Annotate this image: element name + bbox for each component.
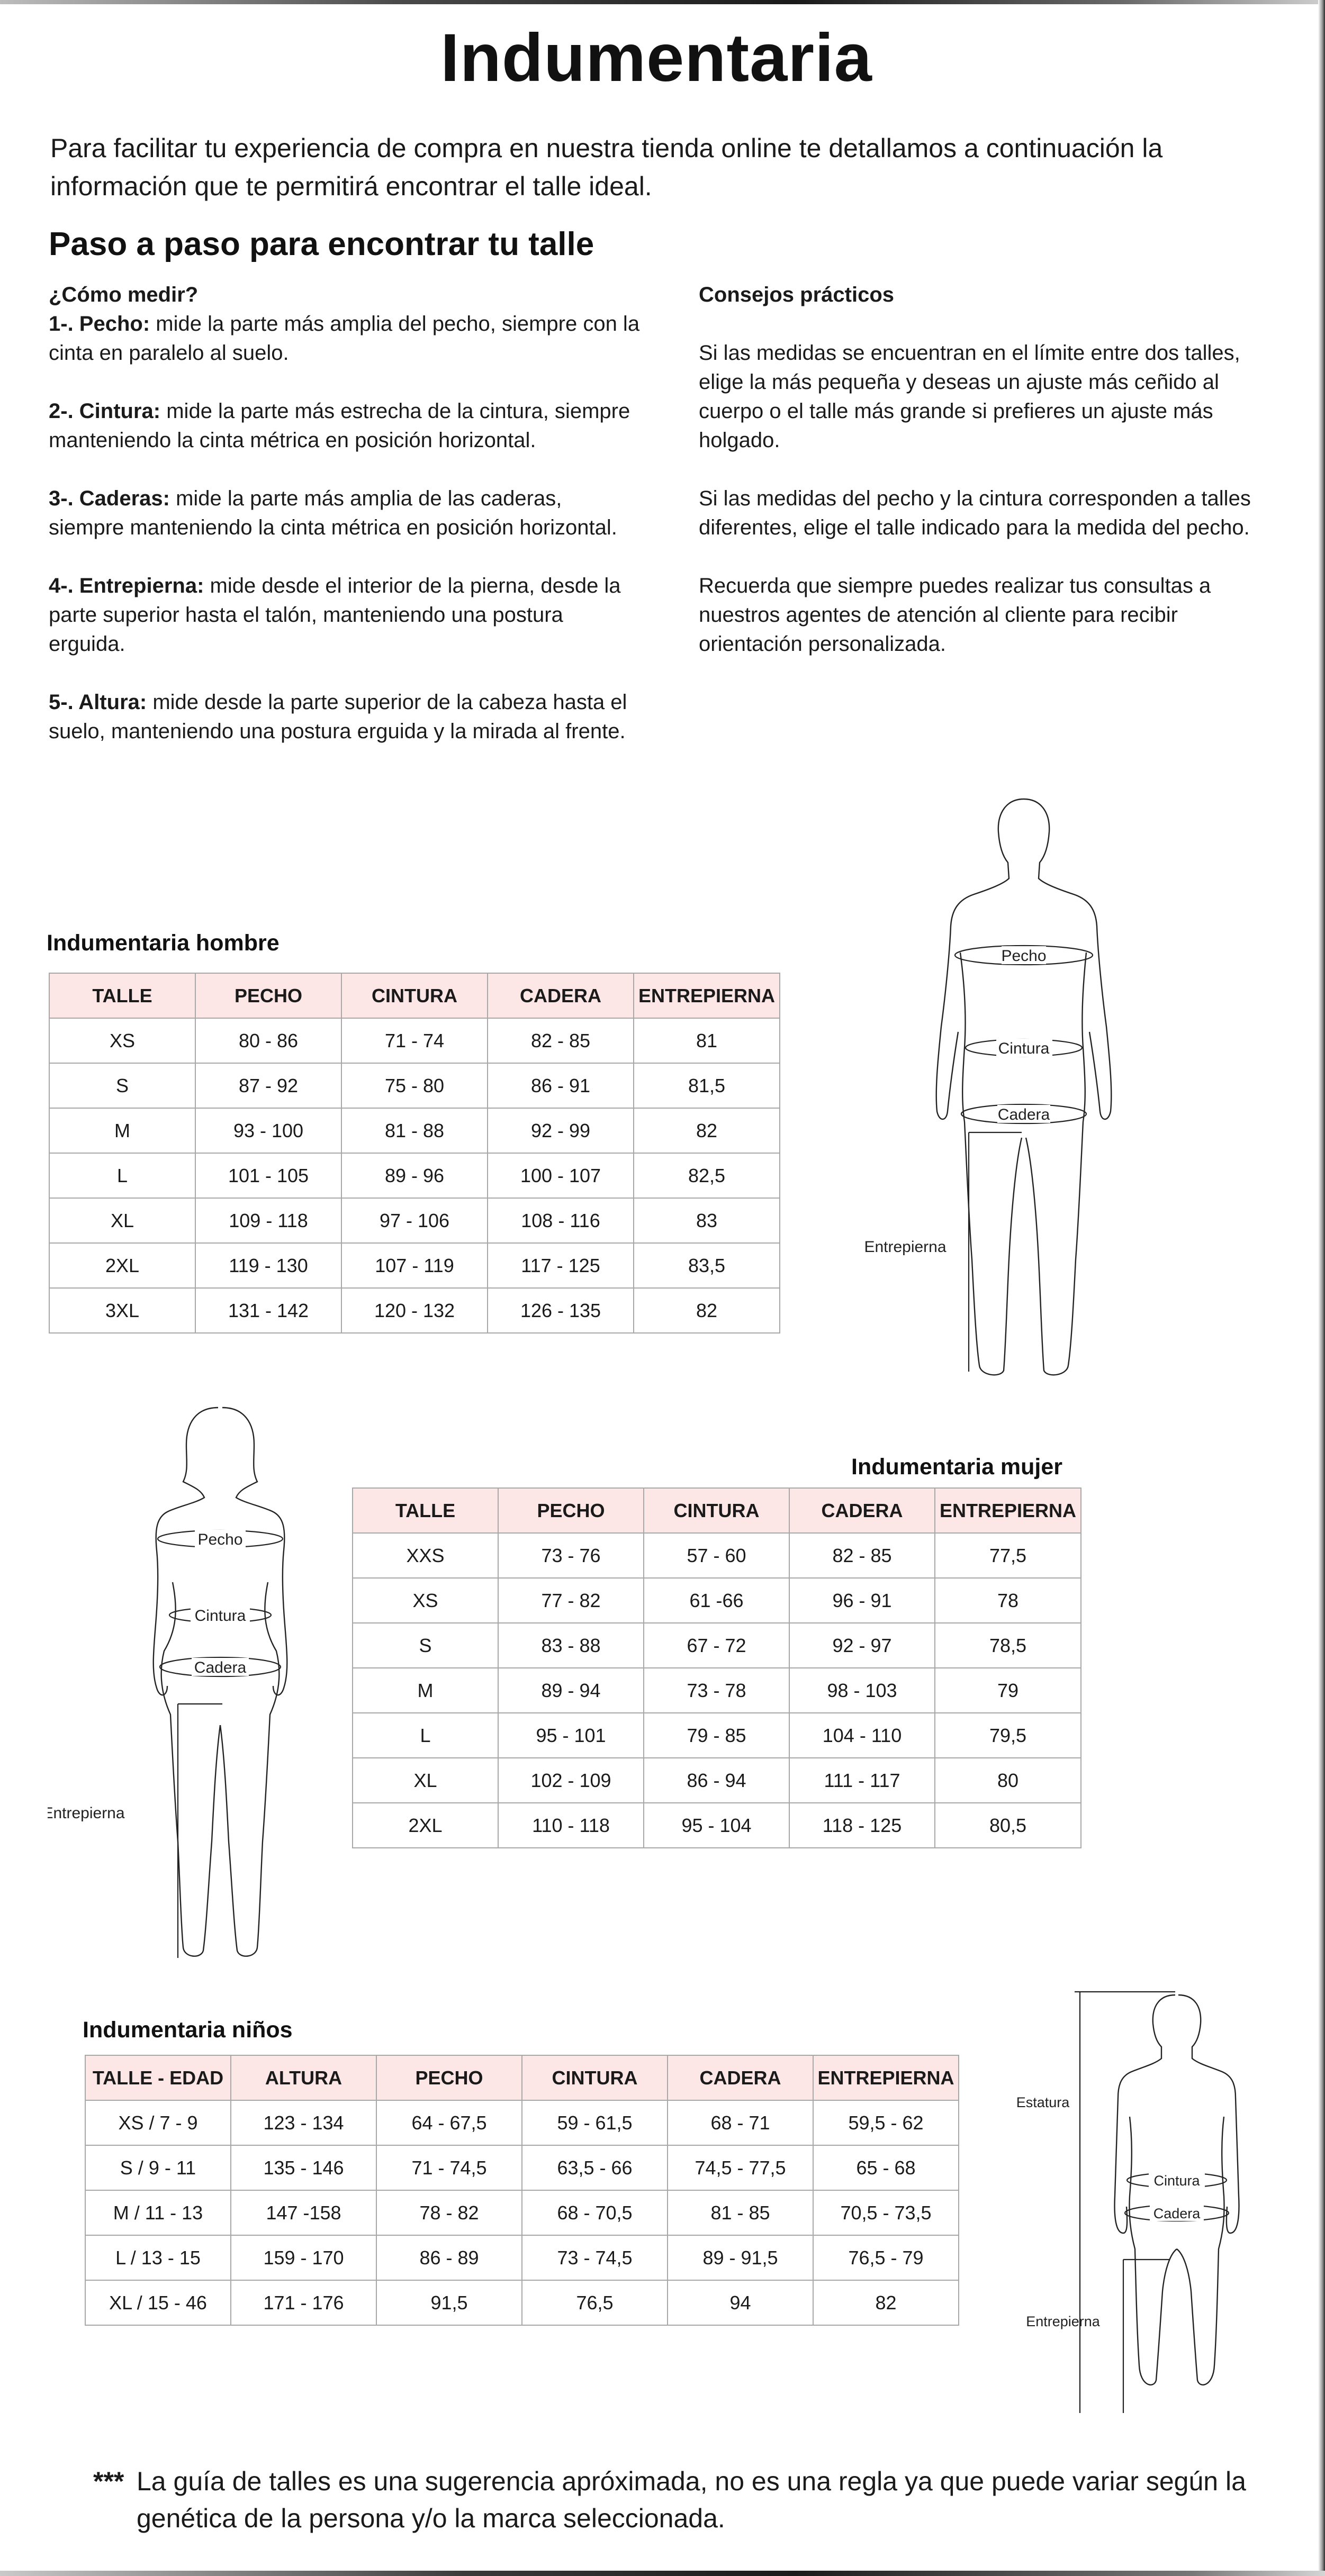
table-cell: 159 - 170	[231, 2235, 376, 2280]
women-body-svg	[48, 1397, 323, 1974]
table-cell: 77,5	[935, 1533, 1081, 1578]
table-header-row	[353, 1488, 1081, 1533]
table-row	[85, 2235, 959, 2280]
table-cell: XL	[353, 1758, 498, 1803]
table-row	[49, 1243, 780, 1288]
table-cell: 78	[935, 1578, 1081, 1623]
table-cell: 61 -66	[644, 1578, 789, 1623]
table-row	[85, 2145, 959, 2190]
table-cell: 89 - 91,5	[668, 2235, 813, 2280]
table-cell: 80,5	[935, 1803, 1081, 1848]
table-cell: 92 - 97	[789, 1623, 935, 1668]
how-to-measure	[49, 280, 642, 775]
women-table-title: Indumentaria mujer	[851, 1454, 1063, 1480]
table-cell: L	[49, 1153, 195, 1198]
step-label: 4-. Entrepierna:	[49, 574, 204, 597]
table-cell: 95 - 104	[644, 1803, 789, 1848]
table-row	[353, 1803, 1081, 1848]
table-cell: 93 - 100	[195, 1108, 341, 1153]
table-cell: 110 - 118	[498, 1803, 644, 1848]
kids-height-label: Estatura	[1016, 2094, 1070, 2110]
table-cell: 92 - 99	[488, 1108, 634, 1153]
table-cell: XL / 15 - 46	[85, 2280, 231, 2325]
table-cell: 95 - 101	[498, 1713, 644, 1758]
women-measure-lines	[158, 1530, 283, 1958]
table-cell: 82	[634, 1108, 780, 1153]
table-row	[49, 1153, 780, 1198]
table-cell: 79 - 85	[644, 1713, 789, 1758]
kids-silhouette	[1115, 1995, 1239, 2385]
table-cell: XXS	[353, 1533, 498, 1578]
table-cell: M	[353, 1668, 498, 1713]
table-cell: 68 - 71	[668, 2100, 813, 2145]
table-cell: 79	[935, 1668, 1081, 1713]
table-cell: 91,5	[376, 2280, 522, 2325]
column-header: ALTURA	[231, 2055, 376, 2100]
step-text: mide desde el interior de la pierna, desde la parte superior hasta el talón, manteniendo una postura erguida.	[49, 574, 621, 656]
column-header: CINTURA	[522, 2055, 668, 2100]
table-cell: 73 - 78	[644, 1668, 789, 1713]
tip-paragraph: Recuerda que siempre puedes realizar tus consultas a nuestros agentes de atención al cliente para recibir orientación personalizada.	[699, 574, 1211, 656]
table-cell: 108 - 116	[488, 1198, 634, 1243]
table-row	[49, 1063, 780, 1108]
table-cell: 100 - 107	[488, 1153, 634, 1198]
women-waist-label: Cintura	[194, 1607, 246, 1625]
table-cell: 94	[668, 2280, 813, 2325]
tip-paragraph: Si las medidas se encuentran en el límite entre dos talles, elige la más pequeña y deseas un ajuste más ceñido al cuerpo o el talle más grande si prefieres un ajuste más holgado.	[699, 341, 1240, 452]
table-header-row	[85, 2055, 959, 2100]
step-label: 2-. Cintura:	[49, 400, 161, 423]
table-cell: XS	[353, 1578, 498, 1623]
table-cell: 107 - 119	[341, 1243, 488, 1288]
table-cell: 102 - 109	[498, 1758, 644, 1803]
women-chest-label: Pecho	[197, 1531, 243, 1548]
kids-size-table	[85, 2055, 959, 2326]
table-cell: 81 - 85	[668, 2190, 813, 2235]
men-inseam-label: Entrepierna	[864, 1238, 947, 1256]
table-cell: 57 - 60	[644, 1533, 789, 1578]
table-cell: 81 - 88	[341, 1108, 488, 1153]
column-header: ENTREPIERNA	[634, 973, 780, 1018]
table-cell: 63,5 - 66	[522, 2145, 668, 2190]
table-cell: 82,5	[634, 1153, 780, 1198]
table-cell: 76,5 - 79	[813, 2235, 959, 2280]
kids-body-svg	[1000, 1984, 1244, 2424]
practical-tips	[699, 280, 1281, 688]
table-cell: 75 - 80	[341, 1063, 488, 1108]
women-inseam-label: Entrepierna	[48, 1804, 125, 1822]
step-text: mide la parte más estrecha de la cintura, siempre manteniendo la cinta métrica en posición horizontal.	[49, 400, 630, 452]
men-size-table	[49, 973, 780, 1334]
column-header: ENTREPIERNA	[935, 1488, 1081, 1533]
women-size-table	[352, 1487, 1081, 1848]
intro-text: Para facilitar tu experiencia de compra en nuestra tienda online te detallamos a continuación la información que te permitirá encontrar el talle ideal.	[50, 133, 1163, 201]
table-cell: 74,5 - 77,5	[668, 2145, 813, 2190]
table-cell: 2XL	[49, 1243, 195, 1288]
table-row	[353, 1623, 1081, 1668]
table-cell: 80	[935, 1758, 1081, 1803]
table-cell: 83 - 88	[498, 1623, 644, 1668]
men-chest-label: Pecho	[1001, 947, 1047, 965]
table-cell: 79,5	[935, 1713, 1081, 1758]
kids-table-title: Indumentaria niños	[83, 2017, 293, 2043]
table-cell: 118 - 125	[789, 1803, 935, 1848]
step-label: 3-. Caderas:	[49, 487, 170, 510]
table-cell: L	[353, 1713, 498, 1758]
table-cell: 87 - 92	[195, 1063, 341, 1108]
men-waist-label: Cintura	[998, 1040, 1050, 1057]
men-body-svg	[847, 794, 1175, 1392]
kids-measure-lines	[1075, 1992, 1229, 2413]
table-cell: XS / 7 - 9	[85, 2100, 231, 2145]
table-cell: 117 - 125	[488, 1243, 634, 1288]
kids-hip-label: Cadera	[1153, 2206, 1201, 2221]
column-header: ENTREPIERNA	[813, 2055, 959, 2100]
table-cell: 97 - 106	[341, 1198, 488, 1243]
step-height	[49, 688, 642, 746]
table-cell: 82	[813, 2280, 959, 2325]
size-guide-note	[93, 2463, 1290, 2537]
step-text: mide la parte más amplia del pecho, siempre con la cinta en paralelo al suelo.	[49, 312, 640, 365]
table-cell: 73 - 76	[498, 1533, 644, 1578]
table-row	[353, 1533, 1081, 1578]
table-cell: 83,5	[634, 1243, 780, 1288]
table-cell: 82 - 85	[789, 1533, 935, 1578]
table-cell: 59 - 61,5	[522, 2100, 668, 2145]
table-cell: 76,5	[522, 2280, 668, 2325]
note-stars: ***	[93, 2466, 124, 2496]
men-hip-label: Cadera	[997, 1106, 1050, 1123]
women-body-figure	[48, 1397, 323, 1976]
table-row	[85, 2280, 959, 2325]
table-cell: 2XL	[353, 1803, 498, 1848]
page-title: Indumentaria	[440, 20, 872, 96]
table-row	[85, 2190, 959, 2235]
column-header: PECHO	[498, 1488, 644, 1533]
table-row	[353, 1758, 1081, 1803]
women-hip-label: Cadera	[194, 1659, 247, 1676]
column-header: CADERA	[488, 973, 634, 1018]
table-cell: XL	[49, 1198, 195, 1243]
men-table-title: Indumentaria hombre	[47, 930, 280, 956]
women-silhouette	[154, 1408, 287, 1956]
table-cell: 86 - 89	[376, 2235, 522, 2280]
table-cell: 83	[634, 1198, 780, 1243]
step-label: 5-. Altura:	[49, 691, 147, 714]
kids-inseam-label: Entrepierna	[1026, 2314, 1100, 2329]
table-cell: 71 - 74	[341, 1018, 488, 1063]
column-header: CADERA	[668, 2055, 813, 2100]
column-header: CINTURA	[644, 1488, 789, 1533]
how-to-heading: ¿Cómo medir?	[49, 283, 199, 306]
column-header: PECHO	[195, 973, 341, 1018]
table-cell: 81,5	[634, 1063, 780, 1108]
table-cell: 67 - 72	[644, 1623, 789, 1668]
table-cell: 126 - 135	[488, 1288, 634, 1333]
step-label: 1-. Pecho:	[49, 312, 150, 335]
table-cell: 89 - 96	[341, 1153, 488, 1198]
table-cell: 109 - 118	[195, 1198, 341, 1243]
table-row	[85, 2100, 959, 2145]
section-subtitle: Paso a paso para encontrar tu talle	[49, 226, 594, 262]
table-cell: 73 - 74,5	[522, 2235, 668, 2280]
step-text: mide la parte más amplia de las caderas, siempre manteniendo la cinta métrica en posición horizontal.	[49, 487, 617, 539]
table-cell: 98 - 103	[789, 1668, 935, 1713]
table-cell: 82	[634, 1288, 780, 1333]
table-cell: 86 - 91	[488, 1063, 634, 1108]
table-cell: S	[49, 1063, 195, 1108]
table-row	[353, 1578, 1081, 1623]
table-cell: S / 9 - 11	[85, 2145, 231, 2190]
table-row	[49, 1108, 780, 1153]
table-cell: 86 - 94	[644, 1758, 789, 1803]
table-cell: 65 - 68	[813, 2145, 959, 2190]
table-cell: 78,5	[935, 1623, 1081, 1668]
table-cell: 96 - 91	[789, 1578, 935, 1623]
column-header: TALLE - EDAD	[85, 2055, 231, 2100]
table-cell: 120 - 132	[341, 1288, 488, 1333]
table-cell: 70,5 - 73,5	[813, 2190, 959, 2235]
right-border	[1318, 0, 1325, 2576]
bottom-border	[0, 2571, 1325, 2576]
table-header-row	[49, 973, 780, 1018]
table-cell: 104 - 110	[789, 1713, 935, 1758]
table-cell: 81	[634, 1018, 780, 1063]
table-cell: 71 - 74,5	[376, 2145, 522, 2190]
column-header: PECHO	[376, 2055, 522, 2100]
table-row	[49, 1198, 780, 1243]
table-cell: 111 - 117	[789, 1758, 935, 1803]
step-waist	[49, 397, 642, 455]
table-cell: 101 - 105	[195, 1153, 341, 1198]
table-row	[353, 1713, 1081, 1758]
table-row	[49, 1288, 780, 1333]
table-cell: L / 13 - 15	[85, 2235, 231, 2280]
step-text: mide desde la parte superior de la cabeza hasta el suelo, manteniendo una postura erguida y la mirada al frente.	[49, 691, 627, 743]
step-hips	[49, 484, 642, 542]
table-cell: 89 - 94	[498, 1668, 644, 1713]
table-cell: 82 - 85	[488, 1018, 634, 1063]
men-measure-lines	[955, 946, 1093, 1372]
step-inseam	[49, 572, 642, 659]
table-cell: 77 - 82	[498, 1578, 644, 1623]
column-header: TALLE	[49, 973, 195, 1018]
table-cell: 3XL	[49, 1288, 195, 1333]
column-header: CINTURA	[341, 973, 488, 1018]
table-cell: 78 - 82	[376, 2190, 522, 2235]
table-row	[353, 1668, 1081, 1713]
tip-paragraph: Si las medidas del pecho y la cintura corresponden a talles diferentes, elige el talle indicado para la medida del pecho.	[699, 487, 1251, 539]
table-cell: XS	[49, 1018, 195, 1063]
table-row	[49, 1018, 780, 1063]
table-cell: M / 11 - 13	[85, 2190, 231, 2235]
table-cell: 171 - 176	[231, 2280, 376, 2325]
table-cell: 147 -158	[231, 2190, 376, 2235]
table-cell: 64 - 67,5	[376, 2100, 522, 2145]
table-cell: 135 - 146	[231, 2145, 376, 2190]
table-cell: 123 - 134	[231, 2100, 376, 2145]
table-cell: 119 - 130	[195, 1243, 341, 1288]
step-chest	[49, 310, 642, 368]
tips-heading: Consejos prácticos	[699, 283, 895, 306]
column-header: TALLE	[353, 1488, 498, 1533]
column-header: CADERA	[789, 1488, 935, 1533]
table-cell: 80 - 86	[195, 1018, 341, 1063]
table-cell: M	[49, 1108, 195, 1153]
men-body-figure	[847, 794, 1175, 1394]
kids-waist-label: Cintura	[1153, 2173, 1200, 2189]
table-cell: 68 - 70,5	[522, 2190, 668, 2235]
table-cell: 59,5 - 62	[813, 2100, 959, 2145]
table-cell: S	[353, 1623, 498, 1668]
note-text: La guía de talles es una sugerencia apróximada, no es una regla ya que puede variar según la genética de la persona y/o la marca seleccionada.	[137, 2466, 1246, 2533]
top-border	[0, 0, 1325, 4]
men-silhouette	[936, 799, 1112, 1375]
table-cell: 131 - 142	[195, 1288, 341, 1333]
kids-body-figure	[1000, 1984, 1244, 2426]
